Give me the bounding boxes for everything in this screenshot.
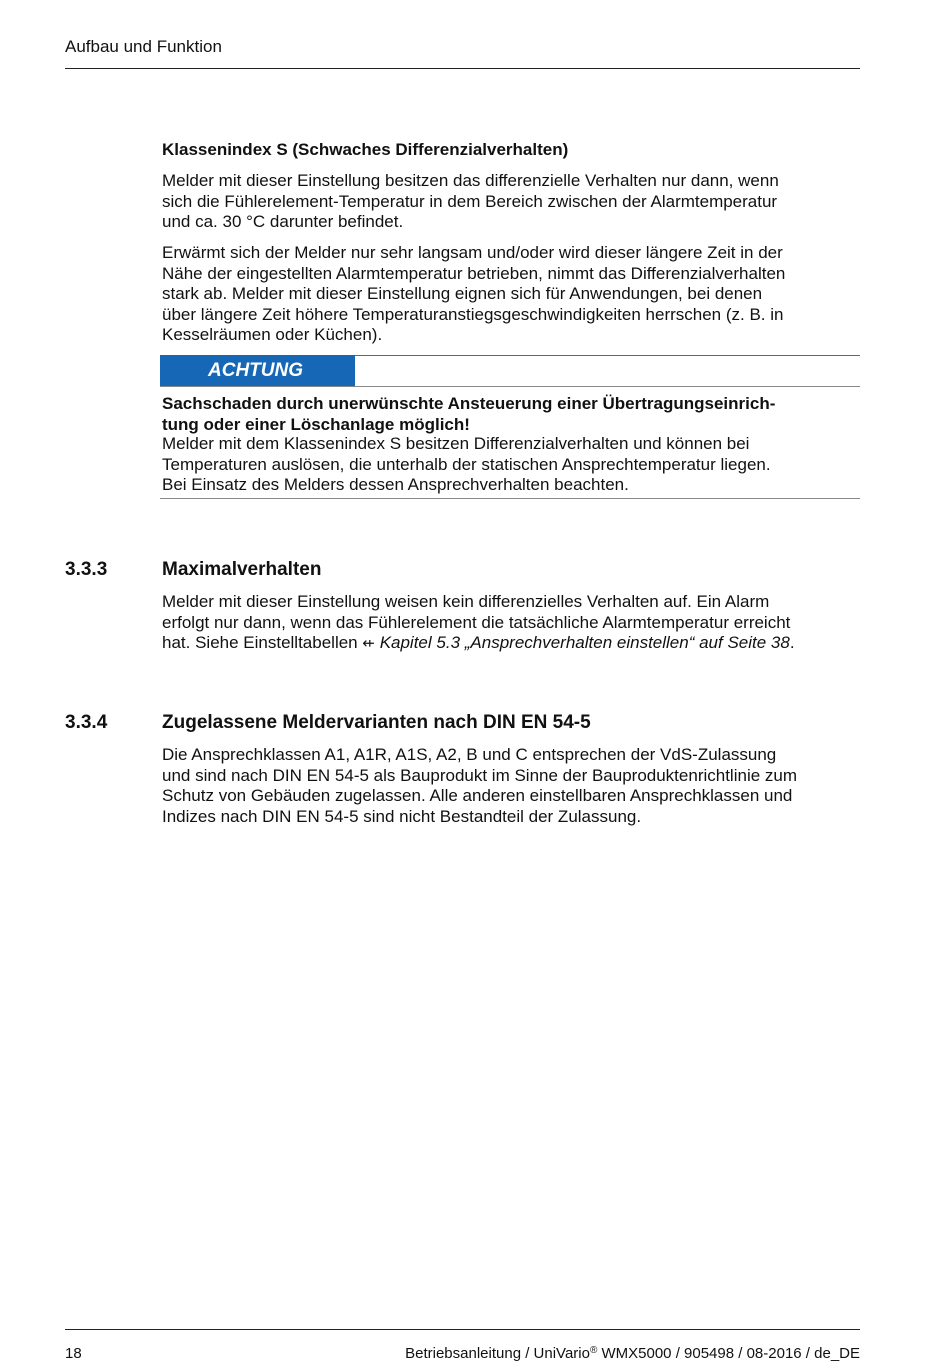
section-title: Maximalverhalten — [162, 559, 322, 580]
warning-body — [162, 434, 862, 496]
chapter-link[interactable]: Kapitel 5.3 „Ansprechverhalten einstellen“ auf Seite 38 — [379, 633, 790, 652]
document-reference — [405, 1345, 860, 1362]
registered-mark: ® — [589, 1345, 598, 1356]
index-s-paragraph-2 — [162, 243, 862, 346]
index-s-paragraph-1 — [162, 171, 862, 233]
text-segment: Betriebsanleitung / UniVario — [405, 1345, 590, 1362]
text-line: tung oder einer Löschanlage möglich! — [162, 414, 470, 434]
footer-divider — [65, 1329, 860, 1330]
text-line: sich die Fühlerelement-Temperatur in dem Bereich zwischen der Alarmtemperatur — [162, 191, 778, 211]
header-divider — [65, 68, 860, 69]
text-line: Melder mit dieser Einstellung besitzen das differenzielle Verhalten nur dann, wenn — [162, 171, 779, 190]
text-line: Erwärmt sich der Melder nur sehr langsam und/oder wird dieser längere Zeit in der — [162, 243, 783, 262]
section-number: 3.3.4 — [65, 712, 108, 733]
text-line: Nähe der eingestellten Alarmtemperatur betrieben, nimmt das Differenzialverhalten — [162, 263, 786, 283]
text-line: Kesselräumen oder Küchen). — [162, 325, 383, 344]
warning-notice-header — [160, 355, 860, 386]
section-334-body — [162, 745, 862, 827]
text-line: Indizes nach DIN EN 54-5 sind nicht Bestandteil der Zulassung. — [162, 806, 642, 826]
warning-label: ACHTUNG — [160, 355, 355, 386]
text-line: Sachschaden durch unerwünschte Ansteuerung einer Übertragungseinrich- — [162, 394, 776, 413]
text-line: Schutz von Gebäuden zugelassen. Alle anderen einstellbaren Ansprechklassen und — [162, 786, 793, 805]
link-arrow-icon: ⇷ — [362, 635, 375, 652]
section-title: Zugelassene Meldervarianten nach DIN EN 54-5 — [162, 712, 591, 733]
text-segment: hat. Siehe Einstelltabellen — [162, 633, 358, 652]
warning-divider — [160, 386, 860, 387]
text-line: Melder mit dieser Einstellung weisen kein differenzielles Verhalten auf. Ein Alarm — [162, 592, 770, 611]
index-s-heading: Klassenindex S (Schwaches Differenzialverhalten) — [162, 140, 569, 159]
text-line: stark ab. Melder mit dieser Einstellung eignen sich für Anwendungen, bei denen — [162, 284, 763, 303]
text-line: Melder mit dem Klassenindex S besitzen Differenzialverhalten und können bei — [162, 434, 750, 453]
text-line: Bei Einsatz des Melders dessen Ansprechverhalten beachten. — [162, 475, 629, 494]
page-number: 18 — [65, 1345, 82, 1362]
text-line: über längere Zeit höhere Temperaturanstiegsgeschwindigkeiten herrschen (z. B. in — [162, 304, 784, 324]
text-line: Die Ansprechklassen A1, A1R, A1S, A2, B und C entsprechen der VdS-Zulassung — [162, 745, 777, 764]
text-line: und sind nach DIN EN 54-5 als Bauprodukt im Sinne der Bauproduktenrichtlinie zum — [162, 765, 798, 785]
text-segment: . — [789, 633, 795, 652]
text-segment: WMX5000 / 905498 / 08-2016 / de_DE — [597, 1345, 860, 1362]
warning-bottom-rule — [160, 498, 860, 499]
section-number: 3.3.3 — [65, 559, 108, 580]
text-line — [162, 633, 862, 655]
text-line: erfolgt nur dann, wenn das Fühlerelement die tatsächliche Alarmtemperatur erreicht — [162, 612, 791, 632]
page-header-title: Aufbau und Funktion — [65, 37, 222, 56]
text-line: Temperaturen auslösen, die unterhalb der statischen Ansprechtemperatur liegen. — [162, 454, 771, 474]
section-333-body — [162, 592, 862, 655]
warning-title — [162, 394, 862, 435]
text-line: und ca. 30 °C darunter befindet. — [162, 212, 404, 231]
warning-top-rule — [355, 355, 860, 356]
